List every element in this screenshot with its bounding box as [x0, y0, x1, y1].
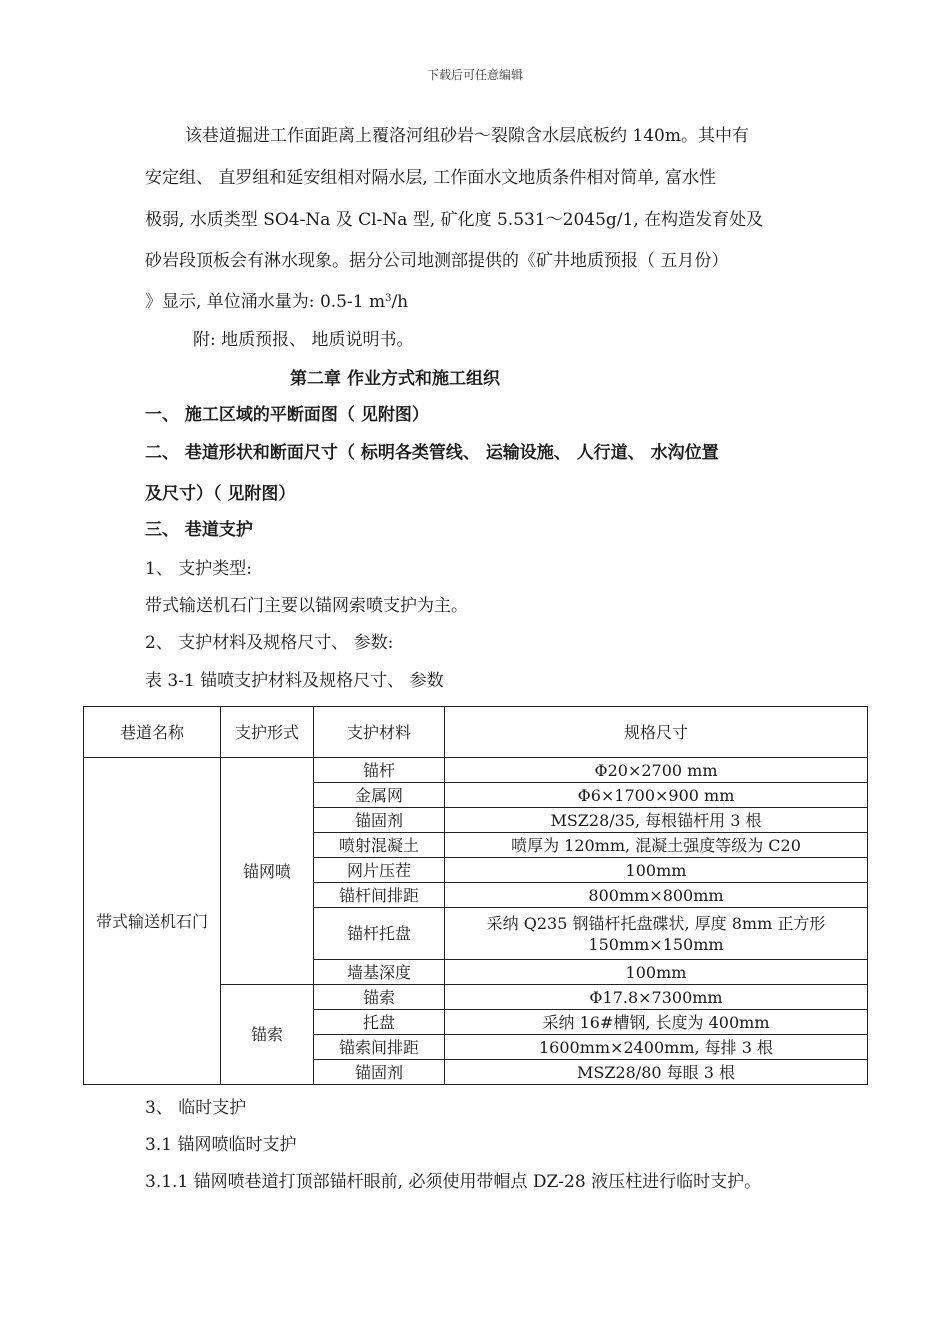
cell-material: 锚杆 — [314, 758, 445, 783]
cell-material: 墙基深度 — [314, 960, 445, 985]
header-spec: 规格尺寸 — [445, 707, 868, 758]
cell-group-cable: 锚索 — [221, 985, 314, 1085]
cell-material: 锚杆间排距 — [314, 883, 445, 908]
chapter-title: 第二章 作业方式和施工组织 — [290, 369, 500, 389]
cell-spec — [445, 908, 868, 960]
page-header: 下载后可任意编辑 — [426, 68, 523, 82]
cell-material: 锚固剂 — [314, 1060, 445, 1085]
cell-spec: 喷厚为 120mm, 混凝土强度等级为 C20 — [445, 833, 868, 858]
cell-spec: 采纳 16#槽钢, 长度为 400mm — [445, 1010, 868, 1035]
unit-tail: /h — [391, 292, 409, 312]
cell-spec: Φ6×1700×900 mm — [445, 783, 868, 808]
header-roadway-name: 巷道名称 — [84, 707, 221, 758]
section-heading-2-cont: 及尺寸）（ 见附图） — [145, 484, 296, 504]
cell-spec: MSZ28/80 每眼 3 根 — [445, 1060, 868, 1085]
cell-material: 网片压茬 — [314, 858, 445, 883]
cell-spec: 100mm — [445, 858, 868, 883]
cell-material: 托盘 — [314, 1010, 445, 1035]
section-heading-1: 一、 施工区域的平断面图（ 见附图） — [145, 405, 429, 425]
paragraph-line: 极弱, 水质类型 SO4-Na 及 Cl-Na 型, 矿化度 5.531～2045g/1, 在构造发育处及 — [145, 210, 764, 230]
cell-spec: MSZ28/35, 每根锚杆用 3 根 — [445, 808, 868, 833]
cell-material: 金属网 — [314, 783, 445, 808]
cell-spec: 800mm×800mm — [445, 883, 868, 908]
cell-spec-line: 150mm×150mm — [588, 934, 724, 954]
cell-spec-line: 采纳 Q235 钢锚杆托盘碟状, 厚度 8mm 正方形 — [486, 913, 826, 933]
item-2: 2、 支护材料及规格尺寸、 参数: — [145, 633, 394, 653]
superscript: 3 — [385, 293, 392, 304]
item-3: 3、 临时支护 — [145, 1098, 247, 1118]
cell-group-mesh-spray: 锚网喷 — [221, 758, 314, 985]
cell-material: 喷射混凝土 — [314, 833, 445, 858]
cell-material: 锚索 — [314, 985, 445, 1010]
item-1-text: 带式输送机石门主要以锚网索喷支护为主。 — [145, 596, 468, 616]
support-spec-table — [83, 706, 868, 1085]
cell-material: 锚固剂 — [314, 808, 445, 833]
cell-spec: Φ20×2700 mm — [445, 758, 868, 783]
header-support-form: 支护形式 — [221, 707, 314, 758]
cell-material: 锚杆托盘 — [314, 908, 445, 960]
table-caption: 表 3-1 锚喷支护材料及规格尺寸、 参数 — [145, 671, 444, 691]
section-heading-2: 二、 巷道形状和断面尺寸（ 标明各类管线、 运输设施、 人行道、 水沟位置 — [145, 443, 719, 463]
appendix-note: 附: 地质预报、 地质说明书。 — [193, 330, 414, 350]
cell-spec: 100mm — [445, 960, 868, 985]
paragraph-line-text: 》显示, 单位涌水量为: 0.5-1 m — [145, 292, 386, 312]
cell-roadway: 带式输送机石门 — [84, 758, 221, 1085]
paragraph-line: 该巷道掘进工作面距离上覆洛河组砂岩～裂隙含水层底板约 140m。其中有 — [185, 126, 749, 146]
cell-material: 锚索间排距 — [314, 1035, 445, 1060]
cell-spec: 1600mm×2400mm, 每排 3 根 — [445, 1035, 868, 1060]
cell-spec: Φ17.8×7300mm — [445, 985, 868, 1010]
item-3-1: 3.1 锚网喷临时支护 — [145, 1135, 297, 1155]
header-material: 支护材料 — [314, 707, 445, 758]
paragraph-line — [145, 292, 825, 312]
item-3-1-1: 3.1.1 锚网喷巷道打顶部锚杆眼前, 必须使用带帽点 DZ-28 液压柱进行临时支护。 — [145, 1172, 762, 1192]
table-row — [84, 758, 868, 783]
section-heading-3: 三、 巷道支护 — [145, 520, 253, 540]
table-header-row — [84, 707, 868, 758]
paragraph-line: 安定组、 直罗组和延安组相对隔水层, 工作面水文地质条件相对简单, 富水性 — [145, 168, 717, 188]
item-1: 1、 支护类型: — [145, 559, 252, 579]
paragraph-line: 砂岩段顶板会有淋水现象。据分公司地测部提供的《矿井地质预报（ 五月份） — [145, 251, 729, 271]
